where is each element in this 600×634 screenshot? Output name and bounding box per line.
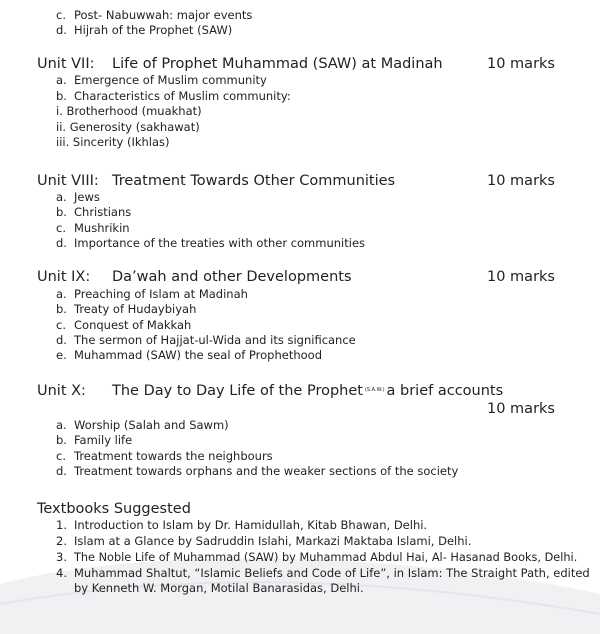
list-item: b. Treaty of Hudaybiyah xyxy=(56,302,197,316)
unit-marks: 10 marks xyxy=(487,173,555,189)
textbook-item: 4. Muhammad Shaltut, “Islamic Beliefs and Code of Life”, in Islam: The Straight Path, edited xyxy=(56,566,590,580)
textbook-item: 3. The Noble Life of Muhammad (SAW) by Muhammad Abdul Hai, Al- Hasanad Books, Delhi. xyxy=(56,550,578,564)
textbook-item: 2. Islam at a Glance by Sadruddin Islahi, Markazi Maktaba Islami, Delhi. xyxy=(56,534,472,548)
list-item: d. Hijrah of the Prophet (SAW) xyxy=(56,23,233,37)
unit-heading: Unit VII: Life of Prophet Muhammad (SAW) at Madinah xyxy=(37,56,443,72)
unit-marks: 10 marks xyxy=(487,401,555,417)
list-item: d. The sermon of Hajjat-ul-Wida and its significance xyxy=(56,333,356,347)
list-item: a. Preaching of Islam at Madinah xyxy=(56,287,248,301)
list-item: c. Mushrikin xyxy=(56,221,130,235)
unit-heading: Unit X: The Day to Day Life of the Prophet $^{(S.A.W.)}$ a brief accounts xyxy=(37,383,504,399)
textbook-item-continuation: by Kenneth W. Morgan, Motilal Banarasidas, Delhi. xyxy=(74,581,364,595)
list-item: a. Jews xyxy=(56,190,100,204)
sub-item: ii. Generosity (sakhawat) xyxy=(56,120,200,134)
unit-heading: Unit VIII: Treatment Towards Other Communities xyxy=(37,173,396,189)
list-item: a. Worship (Salah and Sawm) xyxy=(56,418,229,432)
sub-item: iii. Sincerity (Ikhlas) xyxy=(56,135,170,149)
unit-marks: 10 marks xyxy=(487,56,555,72)
list-item: c. Post- Nabuwwah: major events xyxy=(56,8,253,22)
sub-item: i. Brotherhood (muakhat) xyxy=(56,104,202,118)
list-item: a. Emergence of Muslim community xyxy=(56,73,267,87)
list-item: e. Muhammad (SAW) the seal of Prophethood xyxy=(56,348,323,362)
list-item: b. Characteristics of Muslim community: xyxy=(56,89,291,103)
list-item: d. Importance of the treaties with other communities xyxy=(56,236,366,250)
textbook-item: 1. Introduction to Islam by Dr. Hamidullah, Kitab Bhawan, Delhi. xyxy=(56,518,428,532)
list-item: c. Conquest of Makkah xyxy=(56,318,192,332)
list-item: c. Treatment towards the neighbours xyxy=(56,449,273,463)
list-item: b. Family life xyxy=(56,433,133,447)
list-item: d. Treatment towards orphans and the weaker sections of the society xyxy=(56,464,459,478)
textbooks-heading: Textbooks Suggested xyxy=(37,501,191,517)
list-item: b. Christians xyxy=(56,205,132,219)
unit-marks: 10 marks xyxy=(487,269,555,285)
unit-heading: Unit IX: Da’wah and other Developments xyxy=(37,269,352,285)
